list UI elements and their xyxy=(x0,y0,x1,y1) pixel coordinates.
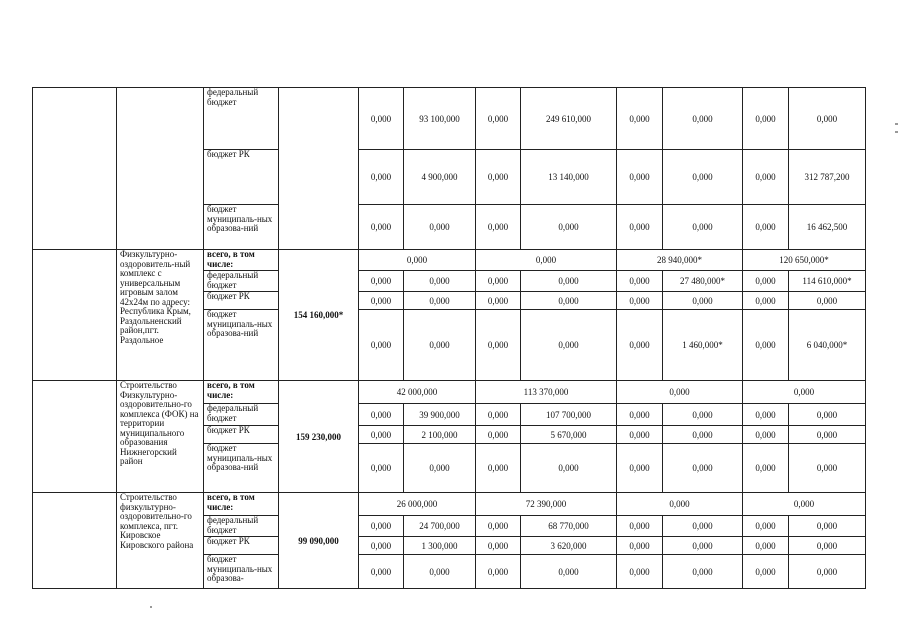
source-label: всего, в том числе: xyxy=(204,381,279,404)
year-total: 120 650,000* xyxy=(743,250,866,271)
value-cell: 2 100,000 xyxy=(404,426,476,444)
value-cell: 0,000 xyxy=(743,426,789,444)
value-cell: 0,000 xyxy=(743,205,789,250)
value-cell: 16 462,500 xyxy=(789,205,866,250)
value-cell: 0,000 xyxy=(404,292,476,310)
value-cell: 0,000 xyxy=(789,292,866,310)
value-cell: 0,000 xyxy=(476,310,521,381)
value-cell: 0,000 xyxy=(663,205,743,250)
value-cell: 0,000 xyxy=(521,271,617,292)
value-cell: 0,000 xyxy=(663,150,743,205)
value-cell: 107 700,000 xyxy=(521,404,617,426)
project-total: 159 230,000 xyxy=(279,381,359,493)
value-cell: 0,000 xyxy=(743,555,789,589)
value-cell: 0,000 xyxy=(663,516,743,537)
project-name: Строительство физкультурно-оздоровительно-го комплекса, пгт. Кировское Кировского района xyxy=(117,493,204,589)
value-cell: 0,000 xyxy=(476,537,521,555)
source-label: бюджет муниципаль-ных образова-ний xyxy=(204,444,279,493)
value-cell: 0,000 xyxy=(521,205,617,250)
value-cell: 0,000 xyxy=(404,555,476,589)
value-cell: 0,000 xyxy=(476,271,521,292)
value-cell: 0,000 xyxy=(663,537,743,555)
source-label: бюджет РК xyxy=(204,292,279,310)
value-cell: 0,000 xyxy=(476,516,521,537)
empty-cell xyxy=(33,493,117,589)
value-cell: 3 620,000 xyxy=(521,537,617,555)
value-cell: 4 900,000 xyxy=(404,150,476,205)
source-label: всего, в том числе: xyxy=(204,493,279,516)
table-row xyxy=(33,250,866,271)
empty-cell xyxy=(33,250,117,381)
value-cell: 24 700,000 xyxy=(404,516,476,537)
year-total: 0,000 xyxy=(617,381,743,404)
value-cell: 0,000 xyxy=(359,271,404,292)
value-cell: 0,000 xyxy=(789,88,866,150)
value-cell: 0,000 xyxy=(617,150,663,205)
year-total: 28 940,000* xyxy=(617,250,743,271)
value-cell: 0,000 xyxy=(521,310,617,381)
value-cell: 0,000 xyxy=(359,150,404,205)
value-cell: 0,000 xyxy=(359,205,404,250)
year-total: 113 370,000 xyxy=(476,381,617,404)
value-cell: 0,000 xyxy=(476,205,521,250)
year-total: 42 000,000 xyxy=(359,381,476,404)
value-cell: 0,000 xyxy=(359,426,404,444)
value-cell: 0,000 xyxy=(521,292,617,310)
value-cell: 0,000 xyxy=(476,404,521,426)
value-cell: 0,000 xyxy=(743,444,789,493)
value-cell: 0,000 xyxy=(617,271,663,292)
value-cell: 0,000 xyxy=(617,88,663,150)
value-cell: 0,000 xyxy=(476,292,521,310)
value-cell: 0,000 xyxy=(663,88,743,150)
value-cell: 0,000 xyxy=(359,404,404,426)
value-cell: 0,000 xyxy=(359,516,404,537)
value-cell: 0,000 xyxy=(404,271,476,292)
value-cell: 1 300,000 xyxy=(404,537,476,555)
value-cell: 0,000 xyxy=(476,150,521,205)
budget-table xyxy=(32,87,866,589)
value-cell: 13 140,000 xyxy=(521,150,617,205)
source-label: федеральный бюджет xyxy=(204,404,279,426)
year-total: 0,000 xyxy=(617,493,743,516)
value-cell: 0,000 xyxy=(743,271,789,292)
value-cell: 0,000 xyxy=(404,444,476,493)
value-cell: 0,000 xyxy=(359,444,404,493)
empty-cell xyxy=(279,88,359,250)
value-cell: 93 100,000 xyxy=(404,88,476,150)
value-cell: 0,000 xyxy=(743,150,789,205)
value-cell: 0,000 xyxy=(617,205,663,250)
value-cell: 1 460,000* xyxy=(663,310,743,381)
value-cell: 0,000 xyxy=(743,516,789,537)
scan-speck xyxy=(895,123,898,125)
value-cell: 0,000 xyxy=(617,310,663,381)
value-cell: 0,000 xyxy=(617,404,663,426)
table-row xyxy=(33,381,866,404)
value-cell: 0,000 xyxy=(663,555,743,589)
value-cell: 0,000 xyxy=(789,537,866,555)
value-cell: 0,000 xyxy=(476,444,521,493)
value-cell: 0,000 xyxy=(476,555,521,589)
value-cell: 68 770,000 xyxy=(521,516,617,537)
value-cell: 0,000 xyxy=(617,444,663,493)
value-cell: 0,000 xyxy=(617,292,663,310)
source-label: федеральный бюджет xyxy=(204,271,279,292)
value-cell: 114 610,000* xyxy=(789,271,866,292)
value-cell: 27 480,000* xyxy=(663,271,743,292)
value-cell: 0,000 xyxy=(617,516,663,537)
scan-speck xyxy=(895,131,898,133)
empty-cell xyxy=(33,381,117,493)
table-row xyxy=(33,493,866,516)
value-cell: 0,000 xyxy=(404,205,476,250)
value-cell: 0,000 xyxy=(663,404,743,426)
source-label: федеральный бюджет xyxy=(204,516,279,537)
table-row xyxy=(33,88,866,150)
value-cell: 0,000 xyxy=(617,555,663,589)
value-cell: 0,000 xyxy=(359,310,404,381)
value-cell: 0,000 xyxy=(359,555,404,589)
value-cell: 0,000 xyxy=(359,292,404,310)
source-label: бюджет РК xyxy=(204,537,279,555)
value-cell: 0,000 xyxy=(359,88,404,150)
value-cell: 0,000 xyxy=(359,537,404,555)
year-total: 0,000 xyxy=(359,250,476,271)
value-cell: 0,000 xyxy=(521,444,617,493)
source-label: всего, в том числе: xyxy=(204,250,279,271)
value-cell: 0,000 xyxy=(789,426,866,444)
value-cell: 0,000 xyxy=(743,537,789,555)
value-cell: 0,000 xyxy=(663,292,743,310)
value-cell: 0,000 xyxy=(743,310,789,381)
year-total: 0,000 xyxy=(743,381,866,404)
value-cell: 0,000 xyxy=(789,516,866,537)
source-label: федеральный бюджет xyxy=(204,88,279,150)
value-cell: 0,000 xyxy=(617,537,663,555)
value-cell: 0,000 xyxy=(663,444,743,493)
scan-speck xyxy=(150,606,152,608)
value-cell: 0,000 xyxy=(789,555,866,589)
empty-cell xyxy=(117,88,204,250)
year-total: 72 390,000 xyxy=(476,493,617,516)
value-cell: 0,000 xyxy=(476,88,521,150)
value-cell: 0,000 xyxy=(521,555,617,589)
value-cell: 0,000 xyxy=(789,404,866,426)
value-cell: 0,000 xyxy=(663,426,743,444)
value-cell: 39 900,000 xyxy=(404,404,476,426)
value-cell: 0,000 xyxy=(617,426,663,444)
source-label: бюджет муниципаль-ных образова-ний xyxy=(204,205,279,250)
project-name: Строительство Физкультурно-оздоровительно-го комплекса (ФОК) на территории муниципального образования Нижнегорский район xyxy=(117,381,204,493)
value-cell: 6 040,000* xyxy=(789,310,866,381)
year-total: 0,000 xyxy=(743,493,866,516)
value-cell: 0,000 xyxy=(404,310,476,381)
value-cell: 0,000 xyxy=(743,88,789,150)
source-label: бюджет муниципаль-ных образова- xyxy=(204,555,279,589)
value-cell: 5 670,000 xyxy=(521,426,617,444)
year-total: 0,000 xyxy=(476,250,617,271)
value-cell: 0,000 xyxy=(476,426,521,444)
project-total: 99 090,000 xyxy=(279,493,359,589)
project-name: Физкультурно-оздоровитель-ный комплекс с универсальным игровым залом 42х24м по адресу: Республика Крым, Раздольненский район,пгт. Раздольное xyxy=(117,250,204,381)
value-cell: 0,000 xyxy=(789,444,866,493)
project-total: 154 160,000* xyxy=(279,250,359,381)
value-cell: 0,000 xyxy=(743,404,789,426)
empty-cell xyxy=(33,88,117,250)
source-label: бюджет РК xyxy=(204,150,279,205)
value-cell: 249 610,000 xyxy=(521,88,617,150)
year-total: 26 000,000 xyxy=(359,493,476,516)
source-label: бюджет муниципаль-ных образова-ний xyxy=(204,310,279,381)
value-cell: 312 787,200 xyxy=(789,150,866,205)
value-cell: 0,000 xyxy=(743,292,789,310)
source-label: бюджет РК xyxy=(204,426,279,444)
